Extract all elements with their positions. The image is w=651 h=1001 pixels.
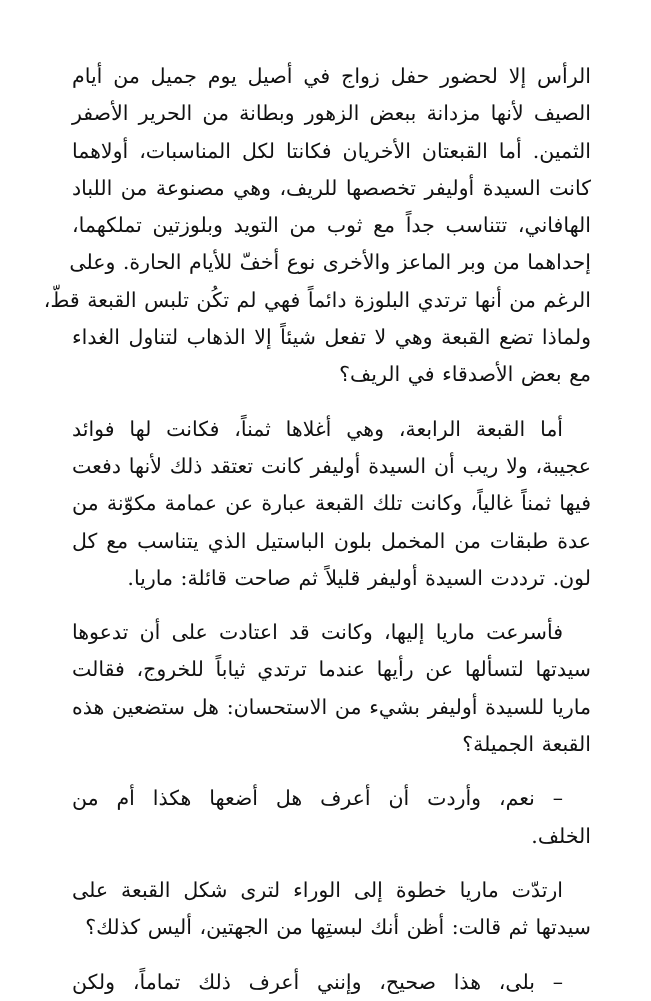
paragraph-6: [72, 964, 591, 1001]
paragraph-4: [72, 780, 591, 855]
text-line: الصيف لأنها مزدانة ببعض الزهور وبطانة من الحرير الأصفر: [72, 101, 591, 126]
paragraph-2: [72, 411, 591, 597]
text-line: أما القبعة الرابعة، وهي أغلاها ثمناً، فكانت لها فوائد: [72, 416, 563, 441]
text-line: سيدتها ثم قالت: أظن أنك لبستِها من الجهتين، أليس كذلك؟: [85, 915, 591, 940]
text-line: فيها ثمناً غالياً، وكانت تلك القبعة عبارة عن عمامة مكوّنة من: [72, 491, 591, 516]
text-line: مع بعض الأصدقاء في الريف؟: [339, 362, 591, 387]
text-line: كانت السيدة أوليفر تخصصها للريف، وهي مصنوعة من اللباد: [72, 175, 591, 200]
text-line: الرغم من أنها ترتدي البلوزة دائماً فهي لم تكُن تلبس القبعة قطّ،: [43, 287, 591, 312]
text-line: عجيبة، ولا ريب أن السيدة أوليفر كانت تعتقد ذلك لأنها دفعت: [72, 453, 591, 478]
text-line: الرأس إلا لحضور حفل زواج في أصيل يوم جميل من أيام: [72, 64, 591, 88]
text-line: ولماذا تضع القبعة وهي لا تفعل شيئاً إلا الذهاب لتناول الغداء: [72, 325, 591, 350]
text-line: الهافاني، تتناسب جداً مع ثوب من التويد وبلوزتين تملكهما،: [72, 213, 591, 238]
text-line: الثمين. أما القبعتان الأخريان فكانتا لكل المناسبات، أولاهما: [72, 138, 591, 163]
paragraph-1: [43, 58, 591, 394]
text-line: سيدتها لتسألها عن رأيها عندما ترتدي ثياباً للخروج، فقالت: [72, 657, 591, 682]
text-line: الخلف.: [531, 823, 591, 848]
text-line: ارتدّت ماريا خطوة إلى الوراء لترى شكل القبعة على: [72, 877, 563, 902]
text-line: لون. ترددت السيدة أوليفر قليلاً ثم صاحت قائلة: ماريا.: [127, 565, 591, 590]
text-line: ماريا للسيدة أوليفر بشيء من الاستحسان: هل ستضعين هذه: [72, 694, 591, 719]
text-line: فأسرعت ماريا إليها، وكانت قد اعتادت على أن تدعوها: [72, 620, 563, 645]
text-line: – نعم، وأردت أن أعرف هل أضعها هكذا أم من: [72, 786, 563, 811]
text-line: القبعة الجميلة؟: [462, 732, 591, 757]
paragraph-3: [72, 614, 591, 763]
paragraph-5: [72, 872, 591, 947]
text-line: – بلى، هذا صحيح، وإنني أعرف ذلك تماماً، ولكن: [72, 969, 563, 994]
text-line: عدة طبقات من المخمل بلون الباستيل الذي يتناسب مع كل: [72, 528, 591, 553]
text-line: إحداهما من وبر الماعز والأخرى نوع أخفّ للأيام الحارة. وعلى: [69, 250, 591, 275]
